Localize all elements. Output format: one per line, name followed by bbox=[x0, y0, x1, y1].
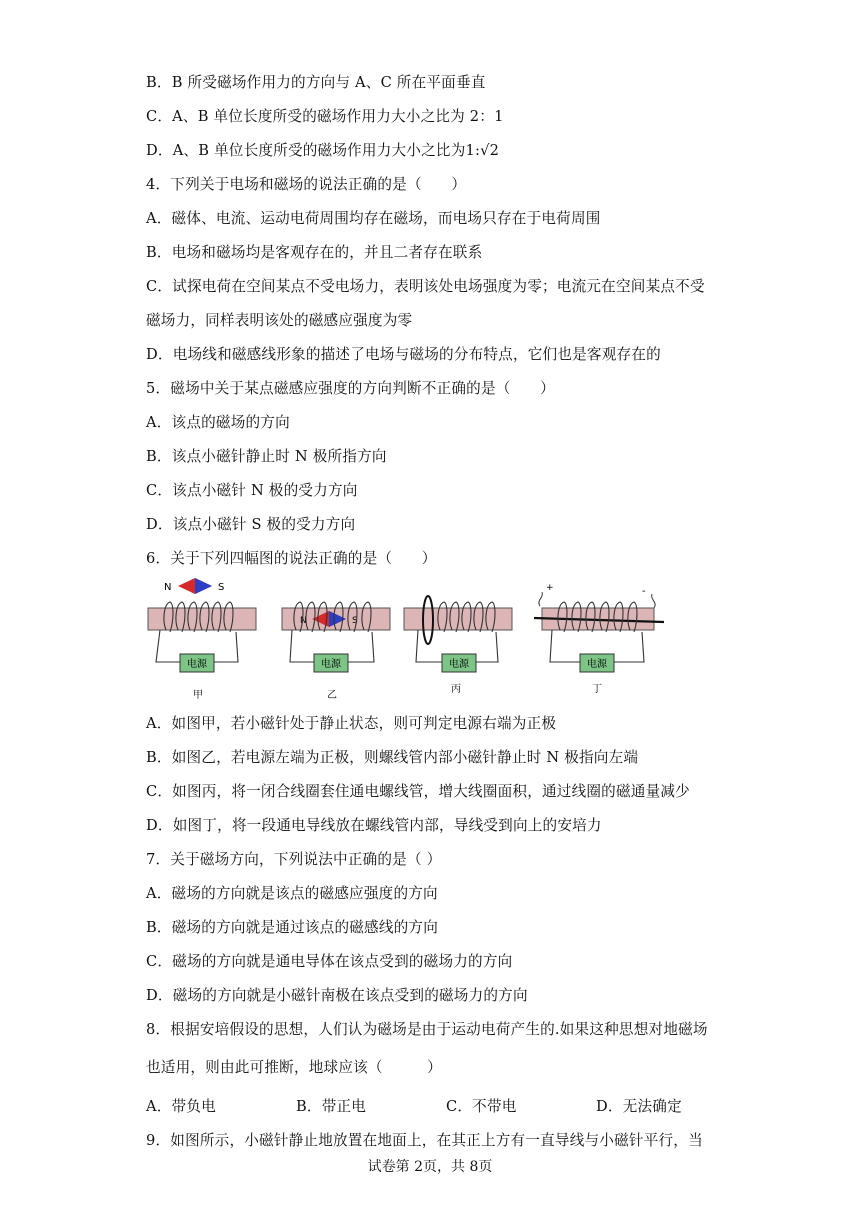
plus-label: + bbox=[546, 583, 554, 593]
q5-option-d: D．该点小磁针 S 极的受力方向 bbox=[146, 516, 356, 533]
q6-stem: 6．关于下列四幅图的说法正确的是（ ） bbox=[146, 550, 437, 567]
q5-option-b: B．该点小磁针静止时 N 极所指方向 bbox=[146, 448, 387, 465]
q6-option-c: C．如图丙，将一闭合线圈套住通电螺线管，增大线圈面积，通过线圈的磁通量减少 bbox=[146, 783, 690, 800]
q6-option-a: A．如图甲，若小磁针处于静止状态，则可判定电源右端为正极 bbox=[146, 715, 557, 732]
q3-option-b: B．B 所受磁场作用力的方向与 A、C 所在平面垂直 bbox=[146, 74, 486, 91]
power-label: 电源 bbox=[449, 659, 469, 670]
q7-option-d: D．磁场的方向就是小磁针南极在该点受到的磁场力的方向 bbox=[146, 987, 528, 1004]
caption-yi: 乙 bbox=[327, 690, 337, 701]
q8-stem: 8．根据安培假设的思想，人们认为磁场是由于运动电荷产生的.如果这种思想对地磁场 bbox=[146, 1021, 708, 1038]
q3-option-d: D．A、B 单位长度所受的磁场作用力大小之比为1:√2 bbox=[146, 142, 500, 159]
q3-option-c: C．A、B 单位长度所受的磁场作用力大小之比为 2：1 bbox=[146, 108, 504, 125]
q4-option-b: B．电场和磁场均是客观存在的，并且二者存在联系 bbox=[146, 244, 483, 261]
q8-option-d: D．无法确定 bbox=[596, 1098, 682, 1115]
q8-option-c: C．不带电 bbox=[446, 1098, 517, 1115]
q5-option-c: C．该点小磁针 N 极的受力方向 bbox=[146, 482, 358, 499]
power-label: 电源 bbox=[321, 659, 341, 670]
diagram-bing bbox=[404, 596, 512, 695]
needle-n-label: N bbox=[300, 616, 307, 626]
diagram-jia bbox=[148, 578, 256, 701]
caption-bing: 丙 bbox=[451, 684, 461, 695]
q7-option-b: B．磁场的方向就是通过该点的磁感线的方向 bbox=[146, 919, 439, 936]
needle-s-label: S bbox=[218, 582, 225, 593]
q7-option-c: C．磁场的方向就是通电导体在该点受到的磁场力的方向 bbox=[146, 953, 513, 970]
power-label: 电源 bbox=[587, 659, 607, 670]
diagram-yi bbox=[282, 602, 390, 701]
q4-stem: 4．下列关于电场和磁场的说法正确的是（ ） bbox=[146, 176, 467, 193]
q5-option-a: A．该点的磁场的方向 bbox=[146, 414, 290, 431]
solenoid-figure bbox=[140, 578, 670, 706]
q4-option-d: D．电场线和磁感线形象的描述了电场与磁场的分布特点，它们也是客观存在的 bbox=[146, 346, 661, 363]
q8-option-a: A．带负电 bbox=[146, 1098, 216, 1115]
ratio-formula: 1:√2 bbox=[465, 142, 500, 159]
q4-option-a: A．磁体、电流、运动电荷周围均存在磁场，而电场只存在于电荷周围 bbox=[146, 210, 601, 227]
q7-stem: 7．关于磁场方向，下列说法中正确的是（ ） bbox=[146, 851, 442, 868]
caption-jia: 甲 bbox=[193, 690, 203, 701]
power-label: 电源 bbox=[187, 659, 207, 670]
q8-option-b: B．带正电 bbox=[296, 1098, 367, 1115]
q6-option-d: D．如图丁，将一段通电导线放在螺线管内部，导线受到向上的安培力 bbox=[146, 817, 602, 834]
q5-stem: 5．磁场中关于某点磁感应强度的方向判断不正确的是（ ） bbox=[146, 380, 555, 397]
q9-stem: 9．如图所示，小磁针静止地放置在地面上，在其正上方有一直导线与小磁针平行，当 bbox=[146, 1132, 703, 1149]
minus-label: - bbox=[642, 586, 646, 597]
caption-ding: 丁 bbox=[592, 684, 602, 695]
q6-option-b: B．如图乙，若电源左端为正极，则螺线管内部小磁针静止时 N 极指向左端 bbox=[146, 749, 639, 766]
q8-stem-cont: 也适用，则由此可推断，地球应该（ ） bbox=[146, 1059, 442, 1076]
page-footer: 试卷第 2页，共 8页 bbox=[367, 1159, 493, 1175]
q7-option-a: A．磁场的方向就是该点的磁感应强度的方向 bbox=[146, 885, 438, 902]
q4-option-c-cont: 磁场力，同样表明该处的磁感应强度为零 bbox=[146, 312, 413, 329]
diagram-ding bbox=[534, 583, 664, 695]
needle-s-label: S bbox=[352, 616, 358, 626]
needle-n-label: N bbox=[164, 582, 172, 593]
q4-option-c: C．试探电荷在空间某点不受电场力，表明该处电场强度为零；电流元在空间某点不受 bbox=[146, 278, 705, 295]
q8-options bbox=[146, 1097, 746, 1117]
